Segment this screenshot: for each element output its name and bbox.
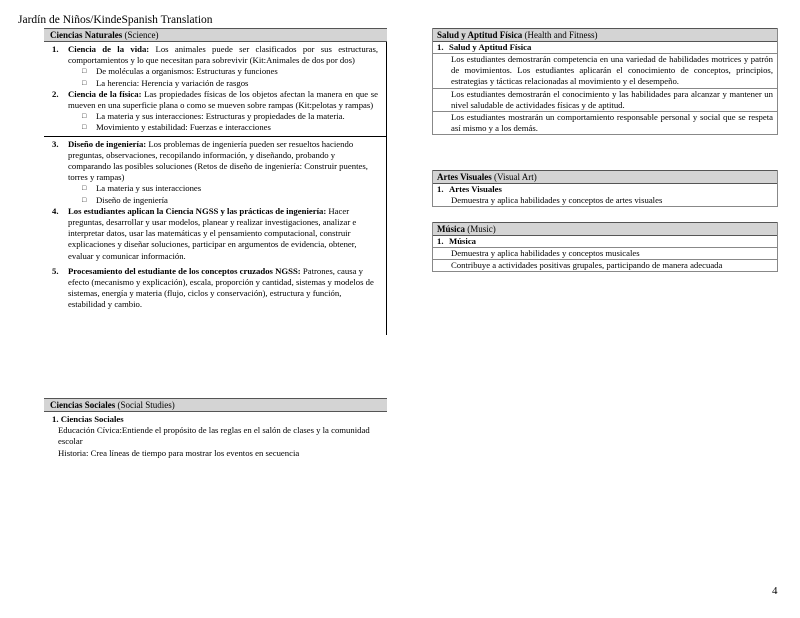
bullet-icon: □ [82,195,87,204]
item-number: 3. [52,138,59,149]
bullet-icon: □ [82,67,87,76]
social-line: Educación Cívica:Entiende el propósito de las reglas en el salón de clases y la comunidad escolar [58,425,370,447]
arts-section [432,170,778,207]
sub-bullet [68,78,378,89]
bullet-icon: □ [82,78,87,87]
science-block-2 [44,137,387,335]
health-subtitle [433,42,777,54]
science-title: Ciencias Naturales [50,30,123,40]
item-number: 2. [52,88,59,99]
sub-title: Música [449,236,477,246]
sub-number: 1. [437,184,444,194]
arts-title: Artes Visuales [437,172,492,182]
sub-title: Salud y Aptitud Física [449,42,532,52]
music-section [432,222,778,272]
item-heading: Ciencia de la vida: [68,44,150,54]
sub-number: 1. [437,42,444,52]
item-text: Hacer preguntas, desarrollar y usar modelos, planear y realizar investigaciones, analizar e interpretar datos, usar las matemáticas y el pensamiento computacional, construir explicaciones y diseñar soluciones, participar en argumentos de evidencia, obtener, evaluar y comunicar información. [68,205,357,261]
science-item-3 [52,139,378,206]
social-subtitle [52,414,381,425]
science-item-5 [52,266,378,311]
social-section-header [44,398,387,412]
arts-section-header [433,170,777,184]
item-number: 1. [52,44,59,54]
science-item-2 [52,89,378,134]
health-section-header [433,28,777,42]
item-heading: Diseño de ingeniería: [68,138,147,149]
sub-title: Artes Visuales [449,184,502,194]
sub-number: 1. [437,236,444,246]
bullet-icon: □ [82,112,87,121]
arts-paragraph: Demuestra y aplica habilidades y conceptos de artes visuales [433,195,777,207]
page-header: Jardín de Niños/KindeSpanish Translation [18,14,213,26]
music-subtitle [433,236,777,248]
item-heading: Ciencia de la física: [68,88,142,99]
item-number: 5. [52,265,59,276]
sub-bullet [68,111,378,122]
sub-text: Movimiento y estabilidad: Fuerzas e interacciones [96,122,271,133]
arts-subtitle [433,184,777,195]
item-text: Los animales puede ser clasificados por sus estructuras, comportamientos y lo que necesitan para sobrevivir (Kit:Animales de dos por dos) [68,44,378,66]
social-section [44,398,387,459]
music-paragraph: Contribuye a actividades positivas grupales, participando de manera adecuada [433,260,777,272]
health-paragraph: Los estudiantes demostrarán competencia en una variedad de habilidades motrices y patrón de movimientos. Los estudiantes aplicarán el conocimiento de conceptos, principios, estrategias y tácticas relacionadas al movimiento y el desempeño. [433,54,777,89]
sub-title: Ciencias Sociales [60,414,124,424]
social-line: Historia: Crea líneas de tiempo para mostrar los eventos en secuencia [58,447,300,458]
sub-text: La materia y sus interacciones [96,183,202,194]
music-title-en: (Music) [467,224,496,234]
item-text: Las propiedades físicas de los objetos afectan la manera en que se mueven en una superficie plana o como se mueven sobre rampas (Kit:pelotas y rampas) [68,88,378,111]
music-paragraph: Demuestra y aplica habilidades y conceptos musicales [433,248,777,260]
social-title-en: (Social Studies) [117,400,175,410]
sub-bullet [68,66,378,77]
music-title: Música [437,224,465,234]
sub-text: De moléculas a organismos: Estructuras y funciones [96,66,278,77]
sub-bullet [68,195,378,206]
sub-text: La materia y sus interacciones: Estructuras y propiedades de la materia. [96,111,345,122]
bullet-icon: □ [82,123,87,132]
sub-text: La herencia: Herencia y variación de rasgos [96,77,249,88]
bullet-icon: □ [82,184,87,193]
health-paragraph: Los estudiantes mostrarán un comportamiento responsable personal y social que se respeta así mismo y a los demás. [433,112,777,135]
sub-bullet [68,183,378,194]
social-block [44,412,387,459]
sub-bullet [68,122,378,133]
item-heading: Procesamiento del estudiante de los conceptos cruzados NGSS: [68,265,301,276]
science-item-1 [52,44,378,89]
item-text: Patrones, causa y efecto (mecanismo y explicación), escala, proporción y cantidad, sistemas y modelos de sistemas, energía y materia (flujo, ciclos y conservación), estructura y función, estabilidad y cambio. [68,265,374,310]
health-title: Salud y Aptitud Física [437,30,523,40]
science-block-1 [44,42,387,137]
arts-title-en: (Visual Art) [494,172,537,182]
health-section [432,28,778,135]
sub-text: Diseño de ingeniería [96,194,168,205]
item-number: 4. [52,205,59,216]
item-heading: Los estudiantes aplican la Ciencia NGSS y las prácticas de ingeniería: [68,205,327,216]
item-text: Los problemas de ingeniería pueden ser resueltos haciendo preguntas, observaciones, recopilando información, y diseñando, probando y comparando las posibles soluciones (Retos de diseño de ingeniería: Construir puentes, torres y rampas) [68,138,368,183]
science-section [44,28,387,335]
health-paragraph: Los estudiantes demostrarán el conocimiento y las habilidades para alcanzar y mantener un nivel saludable de actividades físicas y de aptitud. [433,89,777,112]
social-title: Ciencias Sociales [50,400,116,410]
science-item-4 [52,206,378,262]
science-section-header [44,28,387,42]
health-title-en: (Health and Fitness) [524,30,598,40]
science-title-en: (Science) [124,30,159,40]
music-section-header [433,222,777,236]
page-number: 4 [772,585,778,597]
sub-number: 1. [52,414,59,424]
